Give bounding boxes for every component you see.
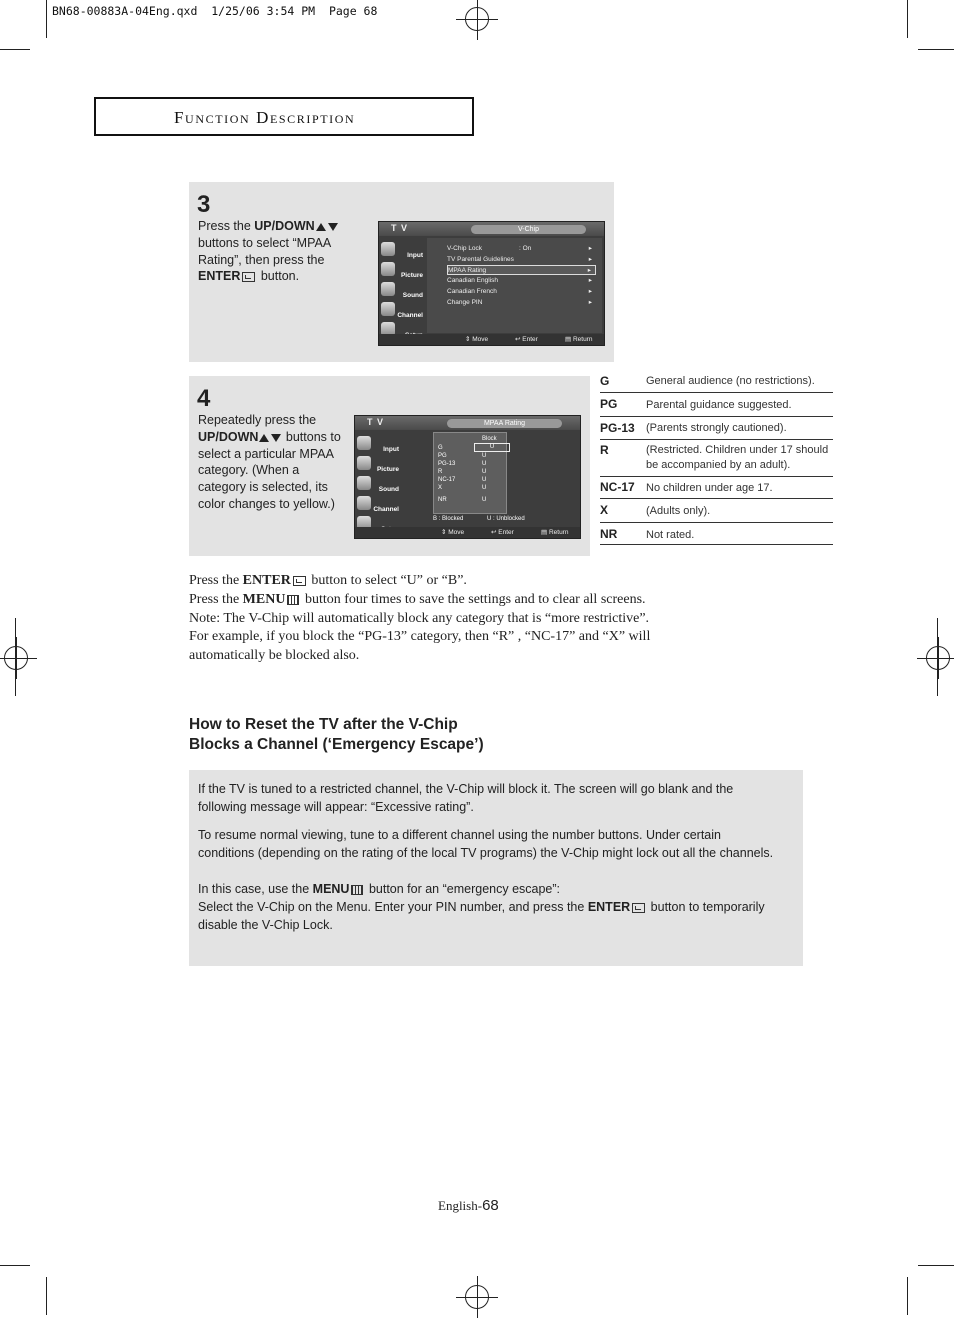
instructions-body bbox=[189, 572, 749, 666]
tv-menu-header: V-Chip bbox=[471, 225, 586, 234]
rating-desc: (Adults only). bbox=[646, 505, 711, 517]
arrow-right-icon: ▸ bbox=[588, 256, 592, 263]
enter-icon bbox=[242, 272, 255, 282]
rating-code: PG bbox=[600, 397, 618, 411]
heading-line: Blocks a Channel (‘Emergency Escape’) bbox=[189, 736, 484, 753]
registration-mark bbox=[465, 7, 489, 31]
heading-line: How to Reset the TV after the V-Chip bbox=[189, 716, 458, 733]
print-header: BN68-00883A-04Eng.qxd 1/25/06 3:54 PM Page 68 bbox=[52, 4, 378, 18]
arrow-right-icon: ▸ bbox=[587, 267, 591, 274]
hint-move: ⇕ Move bbox=[465, 336, 489, 343]
body-line: Press the MENU button four times to save the settings and to clear all screens. bbox=[189, 591, 646, 607]
enter-icon bbox=[632, 903, 645, 913]
rating-row bbox=[600, 393, 833, 417]
item-label: Change PIN bbox=[447, 299, 483, 306]
rating-state: U bbox=[482, 453, 487, 459]
tv-side-channel bbox=[379, 300, 425, 320]
tv-side-menu bbox=[379, 236, 425, 333]
side-label: Channel bbox=[373, 506, 399, 513]
tv-menu-item-selected bbox=[447, 265, 596, 275]
info-paragraph-1: If the TV is tuned to a restricted channel, the V-Chip will block it. The screen will go blank and the following message will appear: “Excessive rating”. bbox=[198, 782, 734, 815]
rating-state: U bbox=[482, 497, 487, 503]
arrow-right-icon: ▸ bbox=[588, 288, 592, 295]
tv-menu-header: MPAA Rating bbox=[447, 419, 562, 428]
page-number: 68 bbox=[482, 1197, 499, 1214]
tv-screen-vchip bbox=[378, 221, 605, 346]
arrow-right-icon: ▸ bbox=[588, 299, 592, 306]
step-4-instructions bbox=[198, 412, 346, 513]
hint-return: ▤ Return bbox=[541, 529, 569, 536]
step-4-number: 4 bbox=[197, 385, 211, 412]
down-arrow-icon bbox=[271, 434, 281, 442]
info-paragraph-2: To resume normal viewing, tune to a different channel using the number buttons. Under certain conditions (depending on the rating of the local TV programs) the V-Chip might lock out all the channels. bbox=[198, 828, 774, 861]
rating-state: U bbox=[482, 477, 487, 483]
footer-language: English- bbox=[438, 1198, 483, 1213]
updown-label: UP/DOWN bbox=[254, 219, 315, 233]
rating-row bbox=[600, 440, 833, 477]
rating-desc: (Restricted. Children under 17 should be accompanied by an adult). bbox=[646, 444, 829, 471]
rating-code: X bbox=[438, 485, 443, 491]
channel-icon bbox=[357, 496, 371, 510]
side-label: Picture bbox=[376, 466, 399, 473]
tv-title-bar bbox=[379, 222, 604, 236]
step-4-text: buttons to select a particular MPAA category. (When a category is selected, its color changes to yellow.) bbox=[198, 429, 341, 511]
rating-code: G bbox=[600, 374, 610, 388]
side-label: Input bbox=[383, 446, 399, 453]
input-icon bbox=[381, 242, 395, 256]
side-label: Sound bbox=[378, 486, 399, 493]
page-title: Function Description bbox=[174, 108, 356, 127]
rating-desc: Not rated. bbox=[646, 529, 695, 541]
tv-side-sound bbox=[355, 474, 401, 494]
enter-label: ENTER bbox=[587, 900, 631, 914]
mpaa-row bbox=[438, 452, 502, 460]
rating-row bbox=[600, 372, 833, 393]
menu-icon bbox=[287, 595, 299, 605]
crop-mark bbox=[918, 49, 954, 50]
rating-code: X bbox=[600, 503, 609, 517]
tv-brand: T V bbox=[391, 223, 409, 233]
tv-side-sound bbox=[379, 280, 425, 300]
hint-return: ▤ Return bbox=[565, 336, 593, 343]
registration-mark bbox=[465, 1285, 489, 1309]
item-label: Canadian French bbox=[447, 288, 497, 295]
enter-label: ENTER bbox=[198, 269, 241, 284]
rating-code: PG bbox=[438, 453, 447, 459]
rating-row bbox=[600, 499, 833, 523]
input-icon bbox=[357, 436, 371, 450]
sound-icon bbox=[381, 282, 395, 296]
body-line: For example, if you block the “PG-13” category, then “R” , “NC-17” and “X” will bbox=[189, 629, 651, 645]
side-label: Picture bbox=[400, 272, 423, 279]
side-label: Channel bbox=[397, 312, 423, 319]
tv-menu-item bbox=[447, 276, 596, 286]
picture-icon bbox=[381, 262, 395, 276]
body-line: Press the ENTER button to select “U” or “B”. bbox=[189, 573, 467, 588]
crop-mark bbox=[46, 1277, 47, 1315]
step-3-number: 3 bbox=[197, 191, 211, 218]
rating-desc: (Parents strongly cautioned). bbox=[646, 422, 787, 434]
rating-code: PG-13 bbox=[600, 421, 635, 435]
side-label: Input bbox=[407, 252, 423, 259]
side-label: Sound bbox=[402, 292, 423, 299]
step-3-text: button. bbox=[257, 269, 300, 284]
legend-unblocked: U : Unblocked bbox=[487, 516, 525, 522]
tv-side-picture bbox=[355, 454, 401, 474]
mpaa-row bbox=[438, 496, 502, 504]
legend-blocked: B : Blocked bbox=[433, 516, 464, 522]
rating-state: U bbox=[482, 485, 487, 491]
rating-code: R bbox=[600, 443, 609, 457]
tv-side-input bbox=[379, 240, 425, 260]
tv-side-channel bbox=[355, 494, 401, 514]
enter-label: ENTER bbox=[242, 573, 291, 588]
info-paragraph-4: Select the V-Chip on the Menu. Enter your PIN number, and press the ENTER button to temporarily disable the V-Chip Lock. bbox=[198, 900, 765, 933]
info-paragraph-3: In this case, use the MENU button for an “emergency escape”: bbox=[198, 882, 561, 896]
crop-mark bbox=[907, 0, 908, 38]
crop-mark bbox=[907, 1277, 908, 1315]
rating-code: G bbox=[438, 445, 443, 451]
ratings-table bbox=[600, 372, 833, 545]
block-header bbox=[438, 435, 502, 443]
enter-icon bbox=[293, 576, 306, 586]
step-3-instructions bbox=[198, 218, 363, 285]
mpaa-row bbox=[438, 468, 502, 476]
channel-icon bbox=[381, 302, 395, 316]
item-label: TV Parental Guidelines bbox=[447, 256, 514, 263]
page-footer bbox=[438, 1197, 499, 1214]
picture-icon bbox=[357, 456, 371, 470]
arrow-right-icon: ▸ bbox=[588, 277, 592, 284]
mpaa-row bbox=[438, 444, 502, 452]
rating-code: NR bbox=[600, 527, 618, 541]
block-label: Block bbox=[482, 436, 497, 442]
rating-code: NC-17 bbox=[600, 480, 635, 494]
rating-code: R bbox=[438, 469, 443, 475]
hint-move: ⇕ Move bbox=[441, 529, 465, 536]
item-label: V-Chip Lock bbox=[447, 245, 483, 252]
crop-mark bbox=[0, 1265, 30, 1266]
rating-desc: General audience (no restrictions). bbox=[646, 375, 815, 387]
tv-hint-bar bbox=[379, 334, 604, 345]
item-label: Canadian English bbox=[447, 277, 498, 284]
rating-row bbox=[600, 417, 833, 440]
body-line: Note: The V-Chip will automatically block any category that is “more restrictive”. bbox=[189, 610, 650, 626]
tv-side-menu bbox=[355, 430, 401, 526]
menu-label: MENU bbox=[242, 591, 286, 607]
mpaa-row bbox=[438, 484, 502, 492]
mpaa-row bbox=[438, 460, 502, 468]
crop-mark bbox=[46, 0, 47, 38]
tv-title-bar bbox=[355, 416, 580, 430]
tv-menu-item bbox=[447, 244, 596, 254]
menu-label: MENU bbox=[312, 882, 350, 896]
updown-label: UP/DOWN bbox=[198, 429, 259, 444]
body-line: automatically be blocked also. bbox=[189, 648, 360, 664]
item-label: MPAA Rating bbox=[448, 267, 487, 274]
tv-screen-mpaa bbox=[354, 415, 581, 539]
section-title-box bbox=[94, 97, 474, 136]
mpaa-row bbox=[438, 476, 502, 484]
crop-mark bbox=[918, 1265, 954, 1266]
step-3-text: Press the bbox=[198, 219, 255, 233]
step-3-panel bbox=[189, 182, 614, 362]
tv-side-input bbox=[355, 434, 401, 454]
up-arrow-icon bbox=[316, 223, 326, 231]
hint-enter: ↩ Enter bbox=[491, 529, 514, 536]
tv-menu-item bbox=[447, 255, 596, 265]
crop-mark bbox=[0, 49, 30, 50]
mpaa-rating-list bbox=[433, 432, 507, 514]
rating-code: NC-17 bbox=[438, 477, 456, 483]
tv-menu-item bbox=[447, 287, 596, 297]
rating-row bbox=[600, 523, 833, 545]
up-arrow-icon bbox=[259, 434, 269, 442]
registration-mark bbox=[4, 646, 28, 670]
menu-icon bbox=[351, 885, 363, 895]
step-3-text: buttons to select “MPAA Rating”, then press the bbox=[198, 235, 331, 267]
step-4-text: Repeatedly press the bbox=[198, 413, 317, 427]
item-value: : On bbox=[519, 245, 532, 252]
tv-hint-bar bbox=[355, 527, 580, 538]
section-heading bbox=[189, 715, 484, 755]
tv-side-picture bbox=[379, 260, 425, 280]
tv-menu-item bbox=[447, 298, 596, 308]
arrow-right-icon: ▸ bbox=[588, 245, 592, 252]
down-arrow-icon bbox=[328, 223, 338, 231]
rating-code: PG-13 bbox=[438, 461, 456, 467]
tv-menu-list bbox=[427, 238, 602, 333]
rating-desc: Parental guidance suggested. bbox=[646, 399, 792, 411]
tv-brand: T V bbox=[367, 417, 385, 427]
registration-mark bbox=[926, 646, 950, 670]
rating-row bbox=[600, 477, 833, 499]
emergency-escape-panel bbox=[189, 770, 803, 966]
rating-state: U bbox=[474, 443, 510, 452]
rating-code: NR bbox=[438, 497, 447, 503]
rating-desc: No children under age 17. bbox=[646, 482, 773, 494]
rating-state: U bbox=[482, 461, 487, 467]
hint-enter: ↩ Enter bbox=[515, 336, 538, 343]
sound-icon bbox=[357, 476, 371, 490]
step-4-panel bbox=[189, 376, 590, 556]
rating-state: U bbox=[482, 469, 487, 475]
